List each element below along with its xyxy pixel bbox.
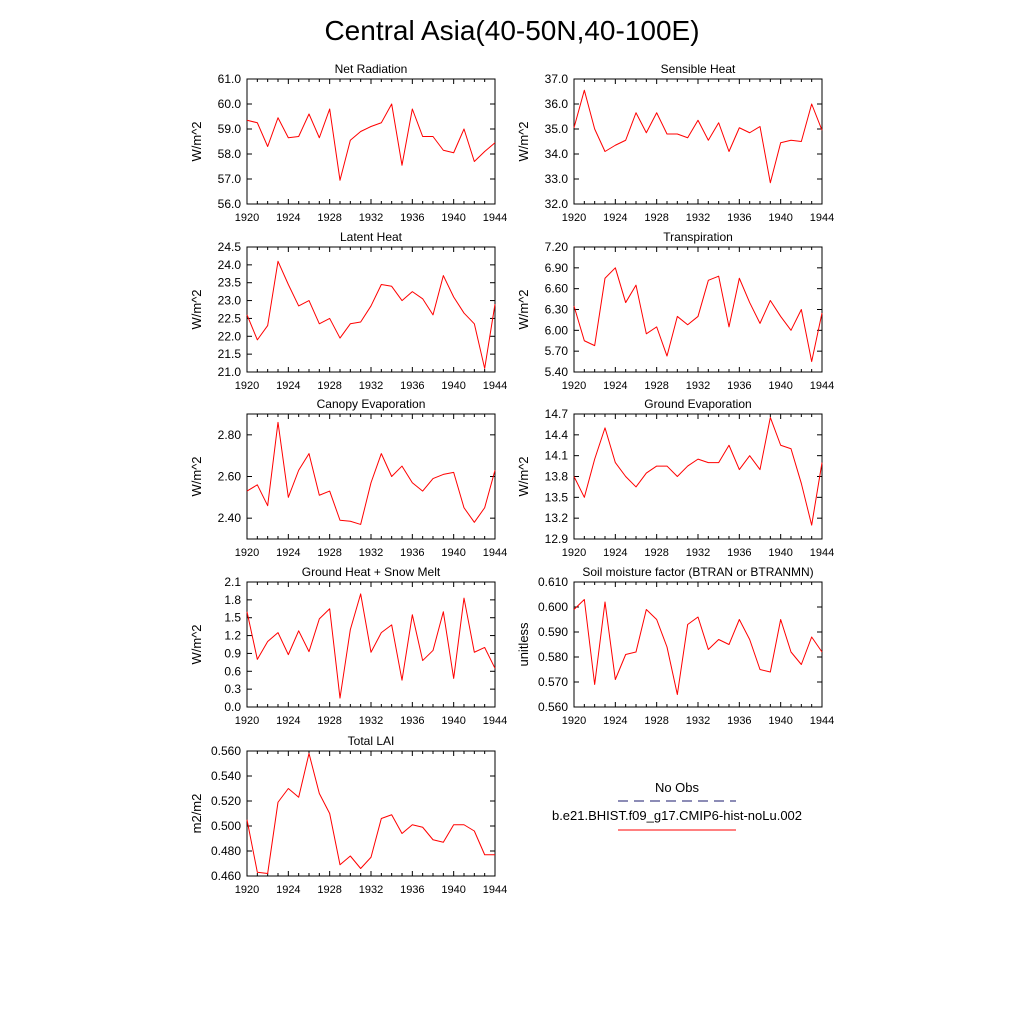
x-tick-label: 1924 bbox=[603, 212, 628, 224]
x-tick-label: 1920 bbox=[561, 547, 587, 559]
x-tick-label: 1920 bbox=[234, 715, 260, 727]
y-tick-label: 6.90 bbox=[544, 260, 568, 275]
y-tick-label: 36.0 bbox=[544, 97, 568, 111]
legend bbox=[552, 780, 802, 830]
y-tick-label: 0.9 bbox=[224, 646, 241, 661]
y-tick-label: 0.580 bbox=[537, 650, 568, 664]
y-tick-label: 5.40 bbox=[544, 365, 568, 379]
x-tick-label: 1928 bbox=[644, 380, 669, 392]
y-axis-label: W/m^2 bbox=[189, 624, 204, 665]
series-line bbox=[247, 754, 495, 874]
x-tick-label: 1940 bbox=[441, 715, 466, 727]
x-tick-label: 1924 bbox=[276, 884, 301, 896]
x-tick-label: 1924 bbox=[276, 380, 301, 392]
y-tick-label: 23.0 bbox=[217, 293, 241, 308]
x-tick-label: 1932 bbox=[358, 884, 384, 896]
plot-frame bbox=[247, 79, 495, 204]
panel-ground-heat-snow-melt bbox=[189, 565, 507, 727]
y-tick-label: 35.0 bbox=[544, 122, 568, 136]
y-tick-label: 1.5 bbox=[224, 610, 241, 625]
panel-soil-moisture-factor-btran-or-btranmn bbox=[516, 565, 834, 727]
y-tick-label: 0.480 bbox=[210, 844, 241, 858]
x-tick-label: 1936 bbox=[400, 380, 425, 392]
x-tick-label: 1944 bbox=[482, 715, 508, 727]
x-tick-label: 1936 bbox=[400, 884, 425, 896]
x-tick-label: 1940 bbox=[441, 884, 466, 896]
x-tick-label: 1944 bbox=[482, 212, 508, 224]
y-axis-label: W/m^2 bbox=[189, 121, 204, 162]
legend-model-label: b.e21.BHIST.f09_g17.CMIP6-hist-noLu.002 bbox=[551, 808, 803, 823]
y-tick-label: 1.8 bbox=[224, 592, 241, 607]
y-tick-label: 0.460 bbox=[210, 869, 241, 883]
x-tick-label: 1936 bbox=[400, 212, 425, 224]
figure-title: Central Asia(40-50N,40-100E) bbox=[324, 15, 700, 46]
panel-title: Ground Evaporation bbox=[644, 397, 752, 411]
x-tick-label: 1944 bbox=[809, 715, 835, 727]
x-tick-label: 1940 bbox=[768, 212, 793, 224]
y-tick-label: 58.0 bbox=[217, 147, 241, 161]
y-tick-label: 0.610 bbox=[537, 575, 568, 589]
y-tick-label: 21.5 bbox=[217, 347, 241, 362]
series-line bbox=[247, 261, 495, 368]
y-tick-label: 37.0 bbox=[544, 72, 568, 86]
panel-title: Transpiration bbox=[663, 230, 733, 244]
y-tick-label: 22.0 bbox=[217, 329, 241, 344]
y-tick-label: 56.0 bbox=[217, 197, 241, 211]
x-tick-label: 1940 bbox=[441, 212, 466, 224]
series-line bbox=[247, 594, 495, 698]
y-tick-label: 14.4 bbox=[544, 427, 568, 442]
y-axis-label: W/m^2 bbox=[189, 456, 204, 497]
x-tick-label: 1936 bbox=[400, 715, 425, 727]
y-tick-label: 0.0 bbox=[224, 700, 241, 714]
panel-title: Net Radiation bbox=[334, 62, 408, 76]
y-tick-label: 0.560 bbox=[210, 744, 241, 758]
y-tick-label: 2.60 bbox=[217, 469, 241, 484]
y-tick-label: 5.70 bbox=[544, 344, 568, 359]
y-tick-label: 0.560 bbox=[537, 700, 568, 714]
panel-ground-evaporation bbox=[516, 397, 834, 559]
y-tick-label: 14.1 bbox=[544, 448, 568, 463]
x-tick-label: 1936 bbox=[727, 547, 752, 559]
x-tick-label: 1932 bbox=[685, 715, 711, 727]
x-tick-label: 1920 bbox=[234, 547, 260, 559]
x-tick-label: 1936 bbox=[727, 380, 752, 392]
y-tick-label: 6.30 bbox=[544, 302, 568, 317]
plot-frame bbox=[574, 247, 822, 372]
panel-title: Latent Heat bbox=[339, 230, 403, 244]
x-tick-label: 1928 bbox=[317, 715, 342, 727]
plot-frame bbox=[574, 582, 822, 707]
y-tick-label: 2.80 bbox=[217, 427, 241, 442]
plot-frame bbox=[574, 414, 822, 539]
y-tick-label: 61.0 bbox=[217, 72, 241, 86]
x-tick-label: 1924 bbox=[276, 212, 301, 224]
y-tick-label: 0.3 bbox=[224, 682, 241, 697]
y-tick-label: 7.20 bbox=[544, 240, 568, 254]
x-tick-label: 1936 bbox=[727, 212, 752, 224]
y-tick-label: 60.0 bbox=[217, 97, 241, 111]
panel-title: Ground Heat + Snow Melt bbox=[301, 565, 441, 579]
x-tick-label: 1920 bbox=[561, 380, 587, 392]
y-tick-label: 2.1 bbox=[224, 575, 241, 589]
series-line bbox=[247, 422, 495, 524]
y-tick-label: 13.5 bbox=[544, 490, 568, 505]
x-tick-label: 1936 bbox=[400, 547, 425, 559]
x-tick-label: 1928 bbox=[317, 212, 342, 224]
x-tick-label: 1944 bbox=[809, 212, 835, 224]
y-tick-label: 24.5 bbox=[217, 240, 241, 254]
panel-title: Soil moisture factor (BTRAN or BTRANMN) bbox=[582, 565, 814, 579]
panel-title: Total LAI bbox=[347, 734, 395, 748]
x-tick-label: 1932 bbox=[358, 715, 384, 727]
x-tick-label: 1920 bbox=[234, 212, 260, 224]
x-tick-label: 1940 bbox=[768, 715, 793, 727]
x-tick-label: 1932 bbox=[685, 380, 711, 392]
legend-obs-label: No Obs bbox=[654, 780, 700, 795]
x-tick-label: 1944 bbox=[809, 380, 835, 392]
x-tick-label: 1944 bbox=[482, 547, 508, 559]
y-tick-label: 22.5 bbox=[217, 311, 241, 326]
y-tick-label: 0.500 bbox=[210, 819, 241, 833]
series-line bbox=[574, 417, 822, 525]
y-tick-label: 2.40 bbox=[217, 511, 241, 526]
y-tick-label: 13.2 bbox=[544, 511, 568, 526]
panel-transpiration bbox=[516, 230, 834, 392]
x-tick-label: 1928 bbox=[317, 884, 342, 896]
y-tick-label: 59.0 bbox=[217, 122, 241, 136]
x-tick-label: 1944 bbox=[809, 547, 835, 559]
x-tick-label: 1924 bbox=[603, 547, 628, 559]
x-tick-label: 1920 bbox=[561, 212, 587, 224]
series-line bbox=[574, 268, 822, 362]
x-tick-label: 1944 bbox=[482, 884, 508, 896]
x-tick-label: 1924 bbox=[603, 715, 628, 727]
x-tick-label: 1940 bbox=[768, 547, 793, 559]
panel-grid bbox=[189, 62, 834, 896]
x-tick-label: 1940 bbox=[441, 547, 466, 559]
x-tick-label: 1932 bbox=[358, 547, 384, 559]
y-tick-label: 0.600 bbox=[537, 600, 568, 614]
y-tick-label: 1.2 bbox=[224, 628, 241, 643]
series-line bbox=[247, 104, 495, 180]
y-tick-label: 0.6 bbox=[224, 664, 241, 679]
y-tick-label: 6.60 bbox=[544, 281, 568, 296]
x-tick-label: 1932 bbox=[685, 547, 711, 559]
y-axis-label: W/m^2 bbox=[516, 289, 531, 330]
y-tick-label: 12.9 bbox=[544, 532, 568, 546]
y-tick-label: 0.570 bbox=[537, 675, 568, 689]
x-tick-label: 1928 bbox=[644, 715, 669, 727]
x-tick-label: 1924 bbox=[603, 380, 628, 392]
x-tick-label: 1924 bbox=[276, 547, 301, 559]
y-tick-label: 34.0 bbox=[544, 147, 568, 161]
x-tick-label: 1928 bbox=[644, 212, 669, 224]
panel-canopy-evaporation bbox=[189, 397, 507, 559]
x-tick-label: 1928 bbox=[317, 380, 342, 392]
series-line bbox=[574, 90, 822, 183]
panel-net-radiation bbox=[189, 62, 507, 224]
x-tick-label: 1932 bbox=[685, 212, 711, 224]
plot-frame bbox=[247, 414, 495, 539]
panel-sensible-heat bbox=[516, 62, 834, 224]
panel-title: Sensible Heat bbox=[660, 62, 736, 76]
y-axis-label: W/m^2 bbox=[189, 289, 204, 330]
x-tick-label: 1928 bbox=[317, 547, 342, 559]
panel-total-lai bbox=[189, 734, 507, 896]
y-tick-label: 33.0 bbox=[544, 172, 568, 186]
y-tick-label: 13.8 bbox=[544, 469, 568, 484]
y-tick-label: 6.00 bbox=[544, 323, 568, 338]
y-tick-label: 57.0 bbox=[217, 172, 241, 186]
y-tick-label: 0.590 bbox=[537, 625, 568, 639]
y-axis-label: W/m^2 bbox=[516, 121, 531, 162]
y-axis-label: m2/m2 bbox=[189, 793, 204, 834]
y-tick-label: 24.0 bbox=[217, 257, 241, 272]
x-tick-label: 1932 bbox=[358, 212, 384, 224]
x-tick-label: 1936 bbox=[727, 715, 752, 727]
x-tick-label: 1920 bbox=[561, 715, 587, 727]
panel-latent-heat bbox=[189, 230, 507, 392]
series-line bbox=[574, 600, 822, 695]
y-tick-label: 21.0 bbox=[217, 365, 241, 379]
x-tick-label: 1920 bbox=[234, 380, 260, 392]
plot-frame bbox=[247, 247, 495, 372]
x-tick-label: 1940 bbox=[768, 380, 793, 392]
y-tick-label: 32.0 bbox=[544, 197, 568, 211]
y-tick-label: 14.7 bbox=[544, 407, 568, 421]
x-tick-label: 1940 bbox=[441, 380, 466, 392]
y-axis-label: W/m^2 bbox=[516, 456, 531, 497]
x-tick-label: 1924 bbox=[276, 715, 301, 727]
y-tick-label: 0.520 bbox=[210, 794, 241, 808]
x-tick-label: 1928 bbox=[644, 547, 669, 559]
x-tick-label: 1944 bbox=[482, 380, 508, 392]
x-tick-label: 1932 bbox=[358, 380, 384, 392]
y-axis-label: unitless bbox=[516, 622, 531, 667]
x-tick-label: 1920 bbox=[234, 884, 260, 896]
y-tick-label: 23.5 bbox=[217, 275, 241, 290]
y-tick-label: 0.540 bbox=[210, 769, 241, 783]
panel-title: Canopy Evaporation bbox=[316, 397, 426, 411]
